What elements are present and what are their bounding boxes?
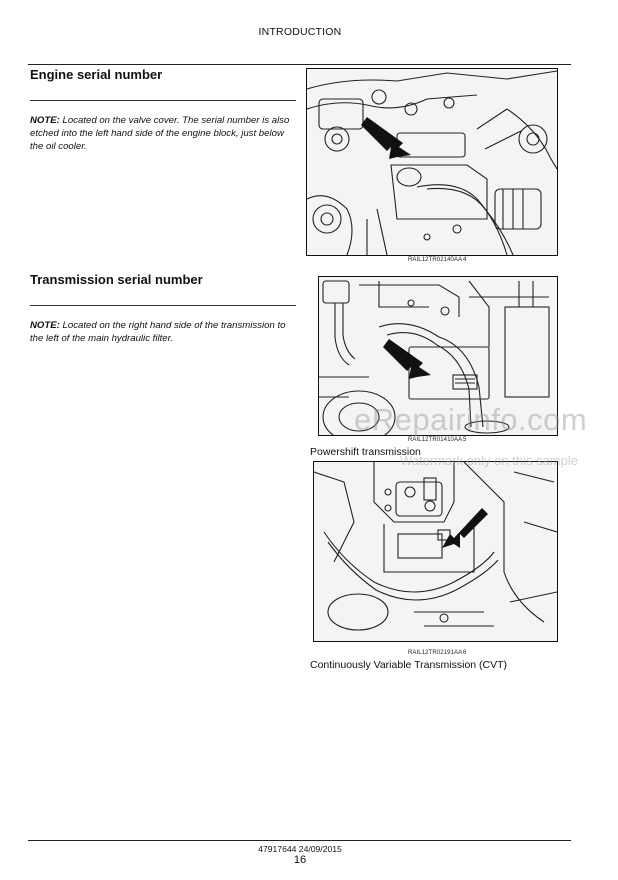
page-number: 16: [293, 854, 307, 866]
transmission-note-label: NOTE:: [30, 320, 60, 331]
engine-section-title: Engine serial number: [30, 67, 163, 82]
powershift-arrow-icon: [383, 339, 431, 379]
engine-section-rule: [30, 100, 296, 101]
cvt-figure: [313, 461, 558, 642]
transmission-section-title: Transmission serial number: [30, 272, 203, 287]
engine-note-label: NOTE:: [30, 115, 60, 126]
footer-divider: [28, 840, 571, 841]
engine-figure: [306, 68, 558, 256]
engine-note: [30, 114, 298, 153]
engine-illustration: [307, 69, 557, 255]
cvt-illustration: [314, 462, 557, 641]
cvt-arrow-icon: [442, 508, 488, 548]
header-divider: [28, 64, 571, 65]
powershift-figure-code: RAIL12TR01410AA: [408, 437, 463, 443]
transmission-note: [30, 319, 298, 345]
footer-doc-code: 47917644 24/09/2015: [258, 844, 342, 854]
cvt-caption: Continuously Variable Transmission (CVT): [310, 659, 508, 671]
engine-figure-code: RAIL12TR02140AA: [408, 257, 463, 263]
engine-arrow-icon: [361, 117, 411, 159]
transmission-section-rule: [30, 305, 296, 306]
cvt-figure-number: 6: [463, 650, 467, 656]
engine-note-text: Located on the valve cover. The serial number is also etched into the left hand side of the engine block, just below the oil cooler.: [30, 115, 290, 152]
powershift-figure-number: 5: [463, 437, 467, 443]
page-header: INTRODUCTION: [258, 26, 342, 38]
transmission-note-text: Located on the right hand side of the transmission to the left of the main hydraulic filter.: [30, 320, 286, 344]
powershift-caption: Powershift transmission: [310, 446, 421, 458]
watermark-main: eRepairinfo.com: [354, 402, 588, 437]
cvt-figure-code: RAIL12TR02191AA: [408, 650, 463, 656]
watermark-sub: Watermark only on this sample: [400, 453, 578, 468]
engine-figure-number: 4: [463, 257, 467, 263]
